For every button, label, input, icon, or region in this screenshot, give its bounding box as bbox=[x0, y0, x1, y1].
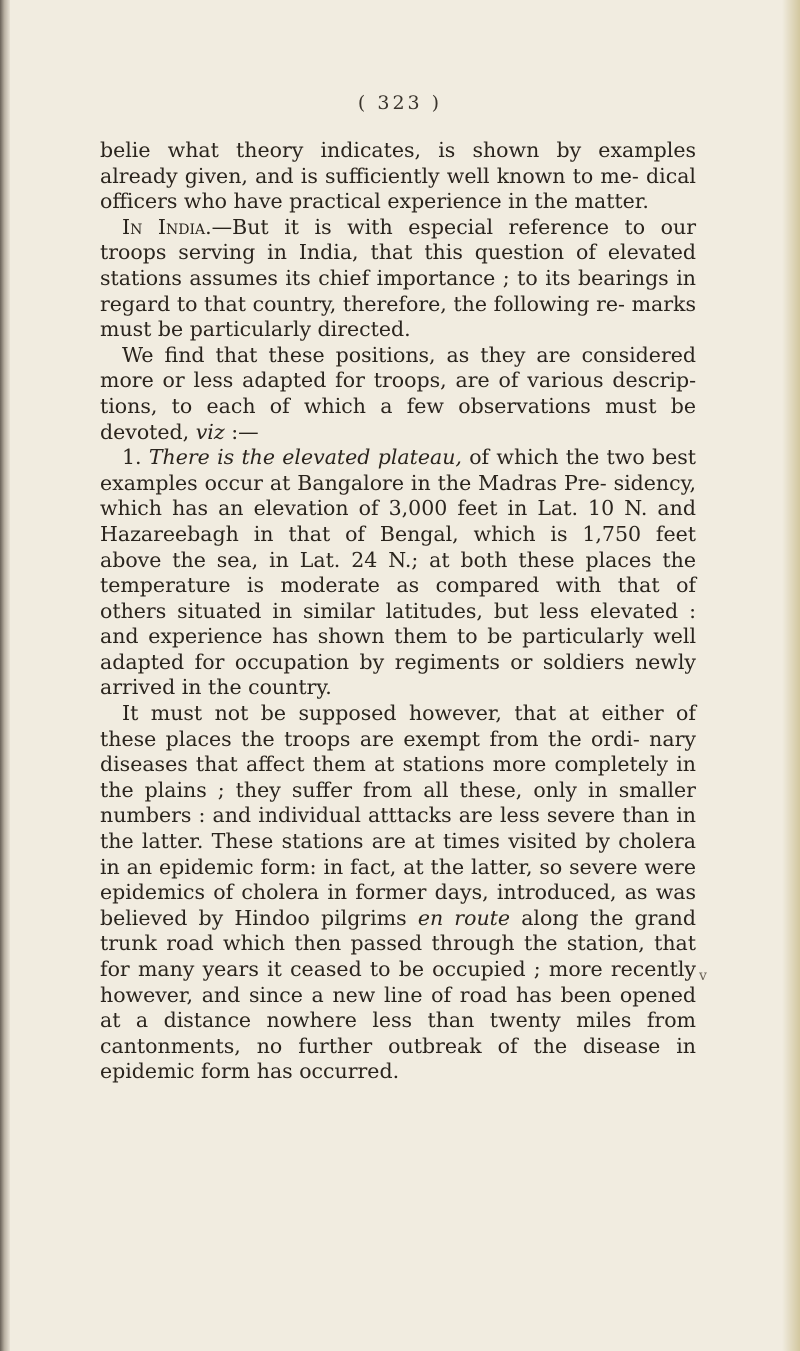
text-line: newly arrived in the country. bbox=[100, 649, 696, 700]
text-line: epidemic form has occurred. bbox=[100, 1059, 400, 1084]
text-line: days, introduced, as was believed by Hindoo pilgrims bbox=[100, 880, 696, 930]
text-line: marks must be particularly directed. bbox=[100, 291, 696, 342]
italic-en-route: en route bbox=[417, 905, 511, 930]
text-line: already given, and is sufficiently well known to me- bbox=[100, 163, 639, 188]
text-line: only in smaller numbers : and individual atttacks are bbox=[100, 777, 696, 828]
text-line: It must not be supposed however, that at either bbox=[122, 701, 664, 726]
text-line: distance nowhere less than twenty miles from bbox=[163, 1008, 696, 1033]
text-line: completely in the plains ; they suffer from all these, bbox=[100, 752, 696, 802]
paragraph-5 bbox=[100, 701, 696, 1085]
italic-heading-plateau: There is the elevated plateau, bbox=[148, 445, 462, 470]
text-line: the temperature is moderate as compared with that of bbox=[100, 547, 696, 598]
margin-mark: v bbox=[699, 968, 707, 984]
page-edge bbox=[782, 0, 800, 1351]
text-line: :— bbox=[224, 419, 259, 444]
paragraph-2 bbox=[100, 215, 696, 343]
text-line: N. and Hazareebagh in that of Bengal, which is 1,750 bbox=[100, 496, 696, 546]
text-line: of these places the troops are exempt from the ordi- bbox=[100, 701, 696, 751]
text-line: sidency, which has an elevation of 3,000 feet in Lat. 10 bbox=[100, 470, 696, 521]
text-line: —But it is with especial reference to our bbox=[211, 214, 696, 239]
paragraph-4 bbox=[100, 445, 696, 701]
section-heading-india: In India. bbox=[122, 214, 212, 239]
text-line: more or less adapted for troops, are of various descrip- bbox=[100, 368, 696, 393]
text-line: best examples occur at Bangalore in the Madras Pre- bbox=[100, 445, 696, 495]
text-line: less severe than in the latter. These stations are at bbox=[100, 803, 696, 854]
text-line: dical officers who have practical experience in the bbox=[100, 163, 696, 214]
text-line: feet above the sea, in Lat. 24 N.; at both these places bbox=[100, 521, 696, 572]
page-number: ( 323 ) bbox=[357, 92, 443, 114]
text-line: times visited by cholera in an epidemic form: in fact, at bbox=[100, 829, 696, 879]
list-number: 1. bbox=[122, 445, 142, 470]
text-line: passed through the station, that for many years it bbox=[100, 931, 696, 981]
italic-viz: viz bbox=[195, 419, 225, 444]
text-line: stations assumes its chief importance ; to its bearings bbox=[100, 265, 669, 290]
text-line: others situated in similar latitudes, but less elevated : bbox=[100, 598, 696, 623]
text-line: well adapted for occupation by regiments or soldiers bbox=[100, 624, 696, 674]
text-line: cantonments, no further outbreak of the disease in bbox=[100, 1033, 696, 1058]
page-binding-shadow bbox=[0, 0, 10, 1351]
text-line: tions, to each of which a few observations must be bbox=[100, 393, 696, 418]
text-line: We find that these positions, as they are considered bbox=[122, 342, 696, 367]
text-line: in regard to that country, therefore, the following re- bbox=[100, 265, 696, 316]
text-line: belie what theory indicates, is shown by examples bbox=[100, 138, 696, 162]
text-line: and experience has shown them to be particularly bbox=[100, 624, 644, 649]
paragraph-1 bbox=[100, 138, 696, 215]
text-line: matter. bbox=[574, 189, 649, 214]
body-text bbox=[100, 138, 696, 1085]
text-line: the latter, so severe were epidemics of cholera in former bbox=[100, 854, 696, 905]
text-line: devoted, bbox=[100, 419, 196, 444]
text-line: troops serving in India, that this question of elevated bbox=[100, 240, 696, 265]
paragraph-3 bbox=[100, 343, 696, 445]
text-line: along the grand trunk road which then bbox=[100, 905, 696, 956]
text-line: ceased to be occupied ; more recently however, and bbox=[100, 957, 696, 1007]
text-line: since a new line of road has been opened at a bbox=[100, 982, 696, 1033]
text-line: nary diseases that affect them at stations more bbox=[100, 726, 696, 777]
text-line: of which the two bbox=[461, 445, 645, 470]
